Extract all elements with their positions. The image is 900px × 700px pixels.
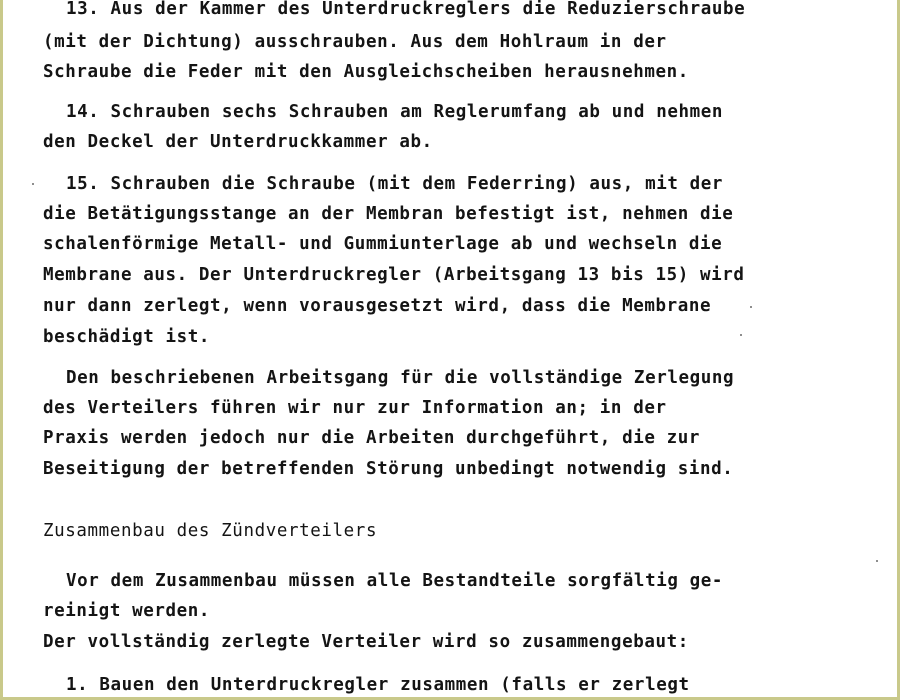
text-line: den Deckel der Unterdruckkammer ab.	[43, 132, 433, 152]
text-line: Praxis werden jedoch nur die Arbeiten durchgeführt, die zur	[43, 428, 701, 448]
section-heading: Zusammenbau des Zündverteilers	[43, 521, 378, 541]
assembly-note: Der vollständig zerlegte Verteiler wird so zusammengebaut:	[43, 632, 689, 652]
text-line: Vor dem Zusammenbau müssen alle Bestandteile sorgfältig ge-	[66, 571, 724, 591]
scan-speck	[740, 334, 742, 336]
text-line: 13. Aus der Kammer des Unterdruckreglers die Reduzierschraube	[66, 0, 746, 19]
text-line: Membrane aus. Der Unterdruckregler (Arbeitsgang 13 bis 15) wird	[43, 265, 745, 285]
text-line: Beseitigung der betreffenden Störung unbedingt notwendig sind.	[43, 459, 734, 479]
scan-speck	[32, 183, 34, 185]
scan-speck	[876, 560, 878, 562]
text-line: reinigt werden.	[43, 601, 211, 621]
text-line: Den beschriebenen Arbeitsgang für die vollständige Zerlegung	[66, 368, 735, 388]
text-line: 15. Schrauben die Schraube (mit dem Federring) aus, mit der	[66, 174, 724, 194]
text-line: beschädigt ist.	[43, 327, 211, 347]
text-line: des Verteilers führen wir nur zur Information an; in der	[43, 398, 667, 418]
step-1-paragraph: 1. Bauen den Unterdruckregler zusammen (falls er zerlegt	[66, 675, 690, 695]
text-line: die Betätigungsstange an der Membran befestigt ist, nehmen die	[43, 204, 734, 224]
text-line: schalenförmige Metall- und Gummiunterlage ab und wechseln die	[43, 234, 723, 254]
text-line: 14. Schrauben sechs Schrauben am Reglerumfang ab und nehmen	[66, 102, 724, 122]
scan-speck	[750, 306, 752, 308]
text-line: Schraube die Feder mit den Ausgleichscheiben herausnehmen.	[43, 62, 689, 82]
text-line: nur dann zerlegt, wenn vorausgesetzt wird, dass die Membrane	[43, 296, 712, 316]
text-line: (mit der Dichtung) ausschrauben. Aus dem Hohlraum in der	[43, 32, 667, 52]
